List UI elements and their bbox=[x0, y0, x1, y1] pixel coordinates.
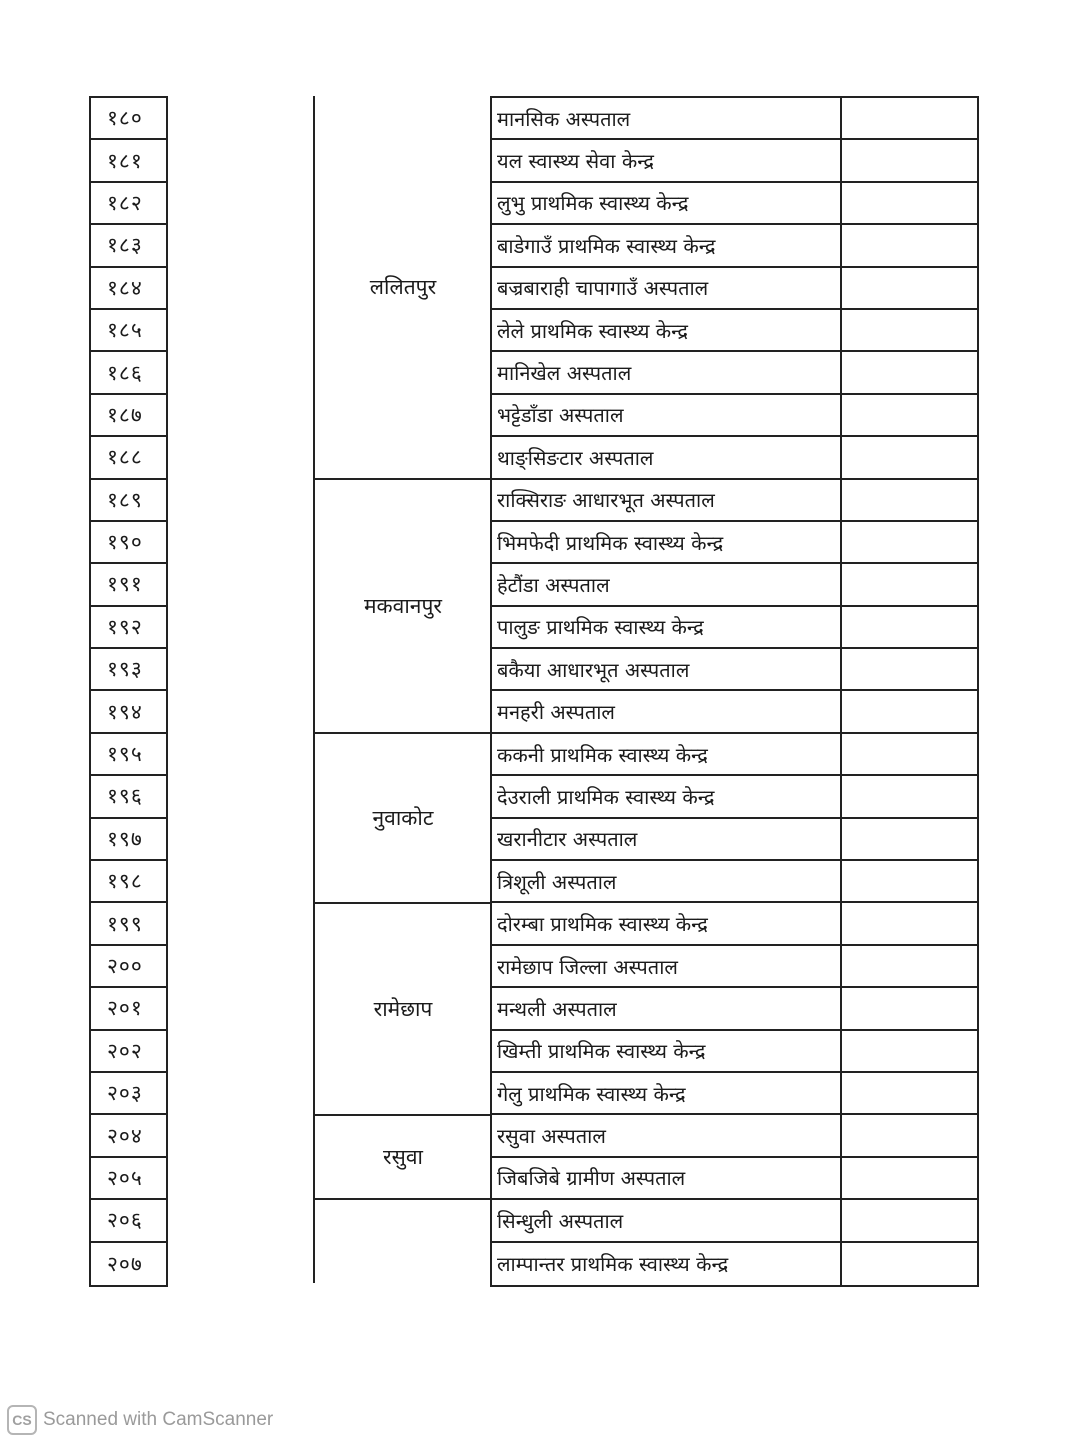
hospital-name-cell: गेलु प्राथमिक स्वास्थ्य केन्द्र bbox=[492, 1073, 842, 1113]
blank-cell bbox=[842, 522, 977, 562]
blank-cell bbox=[842, 903, 977, 943]
hospital-name-cell: लाम्पान्तर प्राथमिक स्वास्थ्य केन्द्र bbox=[492, 1243, 842, 1285]
table-row bbox=[492, 776, 977, 818]
hospital-name-cell: सिन्धुली अस्पताल bbox=[492, 1200, 842, 1240]
blank-cell bbox=[842, 98, 977, 138]
hospital-name-cell: बाडेगाउँ प्राथमिक स्वास्थ्य केन्द्र bbox=[492, 225, 842, 265]
hospital-name-cell: मानसिक अस्पताल bbox=[492, 98, 842, 138]
hospital-name-cell: खिम्ती प्राथमिक स्वास्थ्य केन्द्र bbox=[492, 1031, 842, 1071]
serial-number-cell: १८७ bbox=[91, 395, 166, 437]
table-row bbox=[492, 649, 977, 691]
district-cell: रसुवा bbox=[315, 1114, 491, 1199]
blank-cell bbox=[842, 1115, 977, 1155]
hospital-name-cell: देउराली प्राथमिक स्वास्थ्य केन्द्र bbox=[492, 776, 842, 816]
blank-cell bbox=[842, 225, 977, 265]
district-cell: मकवानपुर bbox=[315, 478, 491, 732]
hospital-name-cell: ककनी प्राथमिक स्वास्थ्य केन्द्र bbox=[492, 734, 842, 774]
table-row bbox=[492, 1243, 977, 1285]
blank-cell bbox=[842, 946, 977, 986]
table-row bbox=[492, 564, 977, 606]
serial-number-cell: १९७ bbox=[91, 819, 166, 861]
table-row bbox=[492, 903, 977, 945]
hospital-name-cell: लेले प्राथमिक स्वास्थ्य केन्द्र bbox=[492, 310, 842, 350]
blank-cell bbox=[842, 861, 977, 901]
table-row bbox=[492, 522, 977, 564]
serial-number-cell: १८५ bbox=[91, 310, 166, 352]
hospital-name-cell: त्रिशूली अस्पताल bbox=[492, 861, 842, 901]
hospital-name-cell: यल स्वास्थ्य सेवा केन्द्र bbox=[492, 140, 842, 180]
hospital-name-cell: रसुवा अस्पताल bbox=[492, 1115, 842, 1155]
hospital-name-cell: पालुङ प्राथमिक स्वास्थ्य केन्द्र bbox=[492, 607, 842, 647]
table-row bbox=[492, 437, 977, 479]
table-row bbox=[492, 1158, 977, 1200]
blank-cell bbox=[842, 480, 977, 520]
hospital-name-cell: हेटौंडा अस्पताल bbox=[492, 564, 842, 604]
serial-number-cell: २०६ bbox=[91, 1200, 166, 1242]
table-row bbox=[492, 310, 977, 352]
district-cell: ललितपुर bbox=[369, 274, 437, 299]
serial-number-cell: १८९ bbox=[91, 480, 166, 522]
serial-number-cell: १९३ bbox=[91, 649, 166, 691]
hospital-name-cell: लुभु प्राथमिक स्वास्थ्य केन्द्र bbox=[492, 183, 842, 223]
hospital-name-cell: थाङ्सिङटार अस्पताल bbox=[492, 437, 842, 477]
serial-number-cell: १९४ bbox=[91, 691, 166, 733]
table-row bbox=[492, 607, 977, 649]
blank-cell bbox=[842, 183, 977, 223]
serial-number-cell: १८८ bbox=[91, 437, 166, 479]
serial-number-cell: २०५ bbox=[91, 1158, 166, 1200]
serial-number-cell: २०७ bbox=[107, 1251, 143, 1276]
hospital-name-cell: मानिखेल अस्पताल bbox=[492, 352, 842, 392]
hospital-name-cell: बज्रबाराही चापागाउँ अस्पताल bbox=[492, 268, 842, 308]
serial-number-cell: २०२ bbox=[91, 1031, 166, 1073]
table-row bbox=[492, 1031, 977, 1073]
table-row bbox=[492, 352, 977, 394]
table-row bbox=[492, 988, 977, 1030]
blank-cell bbox=[842, 352, 977, 392]
table-row bbox=[492, 268, 977, 310]
serial-number-cell: १८२ bbox=[91, 183, 166, 225]
table-row bbox=[492, 183, 977, 225]
serial-number-cell: २०१ bbox=[91, 988, 166, 1030]
table-row bbox=[492, 691, 977, 733]
blank-cell bbox=[842, 649, 977, 689]
hospital-name-cell: मनहरी अस्पताल bbox=[492, 691, 842, 731]
table-row bbox=[492, 1073, 977, 1115]
serial-number-cell: १९५ bbox=[91, 734, 166, 776]
serial-number-cell: १९० bbox=[91, 522, 166, 564]
table-row bbox=[492, 98, 977, 140]
hospital-name-cell: मन्थली अस्पताल bbox=[492, 988, 842, 1028]
district-cell bbox=[315, 1198, 491, 1283]
district-cell: नुवाकोट bbox=[315, 732, 491, 902]
blank-cell bbox=[842, 734, 977, 774]
serial-number-cell: २०४ bbox=[91, 1115, 166, 1157]
hospital-name-cell: जिबजिबे ग्रामीण अस्पताल bbox=[492, 1158, 842, 1198]
blank-cell bbox=[842, 310, 977, 350]
hospital-name-cell: बकैया आधारभूत अस्पताल bbox=[492, 649, 842, 689]
hospital-name-cell: राक्सिराङ आधारभूत अस्पताल bbox=[492, 480, 842, 520]
serial-number-cell: १९२ bbox=[91, 607, 166, 649]
blank-cell bbox=[842, 437, 977, 477]
blank-cell bbox=[842, 819, 977, 859]
blank-cell bbox=[842, 607, 977, 647]
district-column bbox=[313, 96, 491, 1283]
hospital-name-cell: भिमफेदी प्राथमिक स्वास्थ्य केन्द्र bbox=[492, 522, 842, 562]
table-row bbox=[492, 819, 977, 861]
blank-cell bbox=[842, 140, 977, 180]
blank-cell bbox=[842, 268, 977, 308]
serial-number-cell: १८१ bbox=[91, 140, 166, 182]
serial-number-cell: १९८ bbox=[91, 861, 166, 903]
serial-number-cell: १९१ bbox=[91, 564, 166, 606]
table-row bbox=[492, 1200, 977, 1242]
blank-cell bbox=[842, 564, 977, 604]
table-row bbox=[492, 225, 977, 267]
table-row bbox=[492, 1115, 977, 1157]
blank-cell bbox=[842, 988, 977, 1028]
blank-cell bbox=[842, 1158, 977, 1198]
serial-number-cell: १९६ bbox=[91, 776, 166, 818]
hospital-name-cell: रामेछाप जिल्ला अस्पताल bbox=[492, 946, 842, 986]
scanner-watermark bbox=[7, 1405, 273, 1435]
blank-cell bbox=[842, 776, 977, 816]
blank-cell bbox=[842, 1073, 977, 1113]
serial-number-cell: २०० bbox=[91, 946, 166, 988]
hospital-name-cell: दोरम्बा प्राथमिक स्वास्थ्य केन्द्र bbox=[492, 903, 842, 943]
blank-cell bbox=[842, 1200, 977, 1240]
serial-number-cell: १८४ bbox=[91, 268, 166, 310]
blank-cell bbox=[842, 395, 977, 435]
blank-cell bbox=[842, 1243, 977, 1285]
serial-number-cell: १८३ bbox=[91, 225, 166, 267]
hospital-name-cell: खरानीटार अस्पताल bbox=[492, 819, 842, 859]
hospital-table bbox=[490, 96, 979, 1287]
watermark-text: Scanned with CamScanner bbox=[43, 1409, 274, 1430]
serial-number-cell: १८६ bbox=[91, 352, 166, 394]
serial-number-column bbox=[89, 96, 168, 1287]
table-row bbox=[492, 946, 977, 988]
hospital-name-cell: भट्टेडाँडा अस्पताल bbox=[492, 395, 842, 435]
district-cell: रामेछाप bbox=[315, 902, 491, 1114]
table-row bbox=[492, 480, 977, 522]
camscanner-logo: CS bbox=[7, 1405, 37, 1435]
table-row bbox=[492, 734, 977, 776]
table-row bbox=[492, 140, 977, 182]
serial-number-cell: १८० bbox=[91, 98, 166, 140]
serial-number-cell: २०३ bbox=[91, 1073, 166, 1115]
blank-cell bbox=[842, 1031, 977, 1071]
table-row bbox=[492, 395, 977, 437]
serial-number-cell: १९९ bbox=[91, 903, 166, 945]
blank-cell bbox=[842, 691, 977, 731]
table-row bbox=[492, 861, 977, 903]
